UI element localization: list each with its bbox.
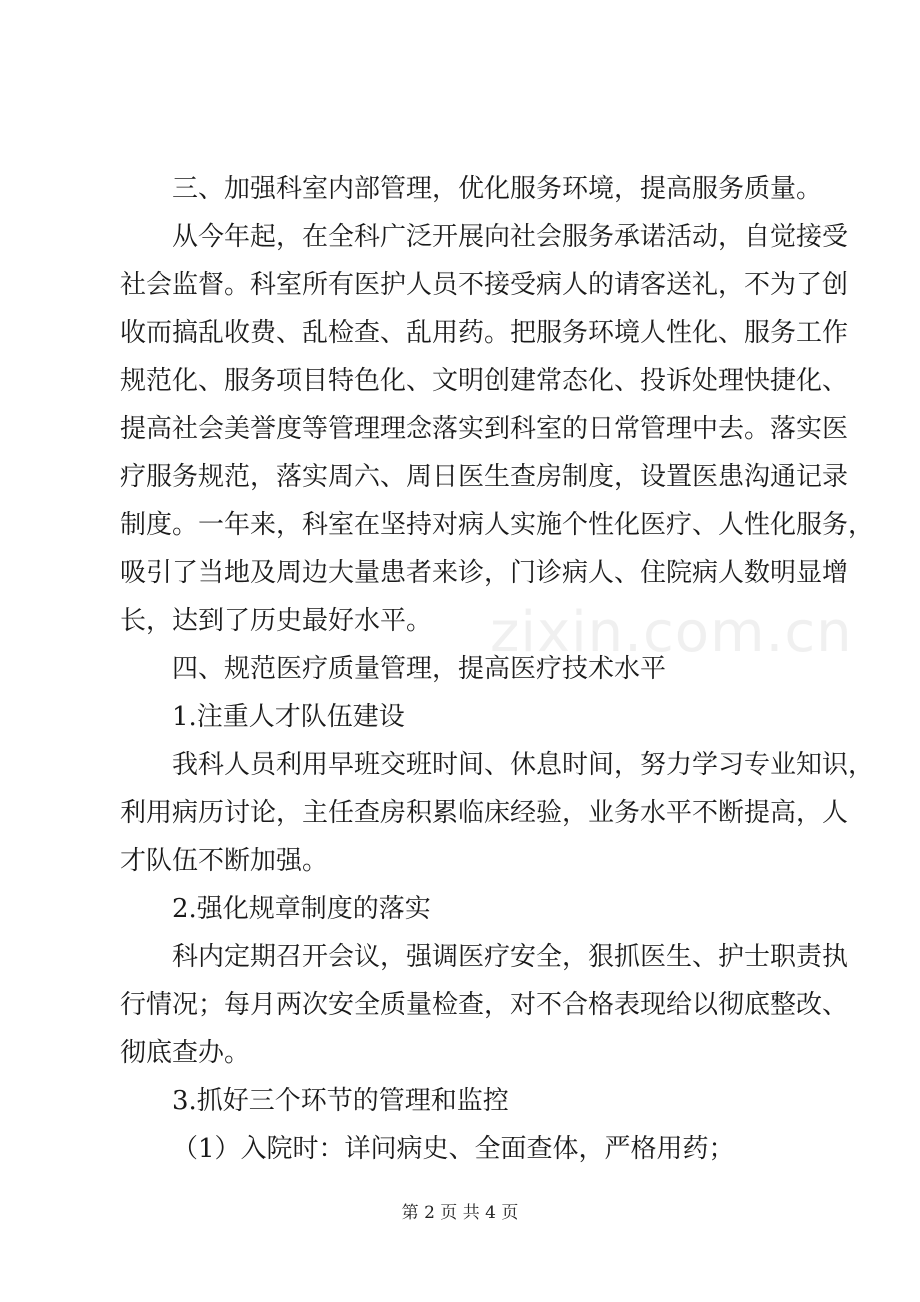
paragraph-line: 从今年起，在全科广泛开展向社会服务承诺活动，自觉接受 [172,222,849,252]
paragraph-line: 行情况；每月两次安全质量检查，对不合格表现给以彻底整改、 [120,990,849,1020]
paragraph-line: 我科人员利用早班交班时间、休息时间，努力学习专业知识， [172,750,875,780]
list-item: （1）入院时：详问病史、全面查体，严格用药； [172,1134,735,1164]
section-heading-3: 三、加强科室内部管理，优化服务环境，提高服务质量。 [172,174,823,204]
paragraph-line: 制度。一年来，科室在坚持对病人实施个性化医疗、人性化服务， [120,510,875,540]
paragraph-line: 吸引了当地及周边大量患者来诊，门诊病人、住院病人数明显增 [120,558,849,588]
subheading-2: 2.强化规章制度的落实 [172,894,431,924]
paragraph-line: 社会监督。科室所有医护人员不接受病人的请客送礼，不为了创 [120,270,849,300]
watermark: zixin.com.cn [490,600,853,665]
paragraph-line: 提高社会美誉度等管理理念落实到科室的日常管理中去。落实医 [120,414,849,444]
section-heading-4: 四、规范医疗质量管理，提高医疗技术水平 [172,654,667,684]
paragraph-line: 彻底查办。 [120,1038,251,1068]
subheading-3: 3.抓好三个环节的管理和监控 [172,1086,509,1116]
paragraph-line: 收而搞乱收费、乱检查、乱用药。把服务环境人性化、服务工作 [120,318,849,348]
paragraph-line: 科内定期召开会议，强调医疗安全，狠抓医生、护士职责执 [172,942,849,972]
page-footer: 第 2 页 共 4 页 [401,1203,519,1223]
paragraph-line: 长，达到了历史最好水平。 [120,606,433,636]
paragraph-line: 利用病历讨论，主任查房积累临床经验，业务水平不断提高，人 [120,798,849,828]
paragraph-line: 规范化、服务项目特色化、文明创建常态化、投诉处理快捷化、 [120,366,849,396]
paragraph-line: 才队伍不断加强。 [120,846,329,876]
paragraph-line: 疗服务规范，落实周六、周日医生查房制度，设置医患沟通记录 [120,462,849,492]
subheading-1: 1.注重人才队伍建设 [172,702,405,732]
